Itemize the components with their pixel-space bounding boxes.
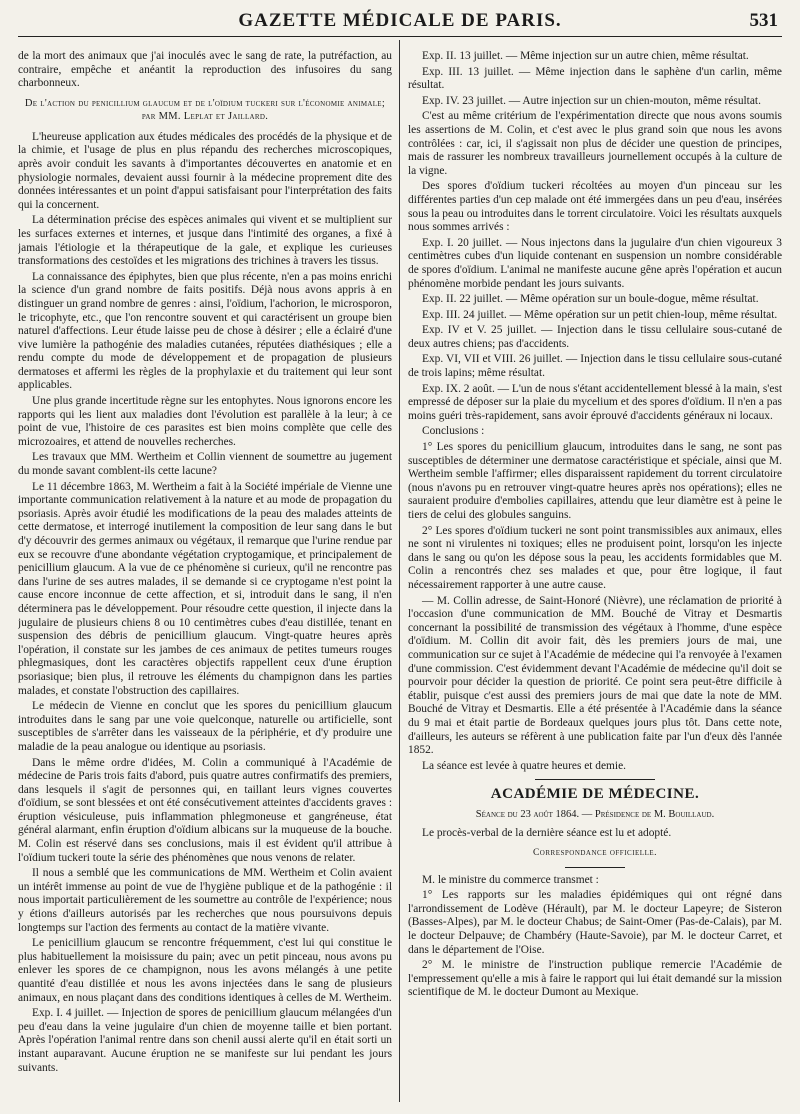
paragraph: 1° Les spores du penicillium glaucum, introduites dans le sang, ne sont pas susceptibles de déterminer une dermatose caractéristique et spéciale, ainsi que M. Wertheim semble l'affirmer; elles disparaissent rapidement du torrent circulatoire (nous n'avons pu en retrouver vingt-quatre heures après nos opérations); elles ne sauraient produire d'embolies capillaires, attendu que leur diamètre est à peine le tiers de celui des globules sanguins. [408, 441, 782, 521]
paragraph: Exp. III. 13 juillet. — Même injection dans le saphène d'un carlin, même résultat. [408, 65, 782, 92]
academy-title: ACADÉMIE DE MÉDECINE. [490, 786, 700, 803]
page-number: 531 [749, 10, 778, 31]
left-column [18, 50, 392, 1102]
right-paragraphs-a [408, 50, 782, 773]
paragraph: 2° Les spores d'oïdium tuckeri ne sont point transmissibles aux animaux, elles ne sont ni virulentes ni toxiques; elles ne produisent point, lorsqu'on les injecte dans le sang ou qu'on les dépose sous la peau, les accidents formidables que M. Colin a rencontrés chez ses malades et que, pour être logique, il faut nécessairement rapporter à une autre cause. [408, 524, 782, 591]
paragraph: Exp. III. 24 juillet. — Même opération sur un petit chien-loup, même résultat. [422, 308, 778, 321]
paragraph: 2° M. le ministre de l'instruction publique remercie l'Académie de l'empressement qu'elle a mis à faire le rapport qui lui était demandé sur la mission scientifique de M. le docteur Dumont au Mexique. [408, 959, 782, 999]
paragraph: La séance est levée à quatre heures et demie. [422, 759, 626, 772]
paragraph: Exp. II. 22 juillet. — Même opération sur un boule-dogue, même résultat. [422, 293, 759, 306]
paragraph: Dans le même ordre d'idées, M. Colin a communiqué à l'Académie de médecine de Paris trois faits d'abord, puis quatre autres confirmatifs des premiers, dans lesquels il s'agit de personnes qui, en taillant leurs vignes couvertes d'oïdium, se sont blessées et ont été consécutivement atteintes d'accidents graves : éruption vésiculeuse, puis inflammation phlegmoneuse et gangréneuse, état général alarmant, enfin éruption d'oïdium albicans sur la muqueuse de la bouche. M. Colin est réservé dans ses conclusions, mais il est évident qu'il attribue à l'oïdium tuckeri toute la série des phénomènes que nous venons de relater. [18, 756, 392, 864]
paragraph: Exp. IV et V. 25 juillet. — Injection dans le tissu cellulaire sous-cutané de deux autres chiens; pas d'accidents. [408, 324, 782, 350]
section-separator [535, 779, 655, 780]
right-paragraphs-c [408, 874, 782, 1000]
paragraph: L'heureuse application aux études médicales des procédés de la physique et de la chimie, et l'usage de plus en plus répandu des recherches microscopiques, après avoir conduit les savants à d'importantes découvertes en anatomie et en physiologie normales, devaient aussi fournir à la médecine proprement dite des données intéressantes et un point d'appui satisfaisant pour l'interprétation des faits qui la concernent. [18, 130, 392, 211]
paragraph: La détermination précise des espèces animales qui vivent et se multiplient sur les surfaces externes et internes, et jusque dans l'intimité des organes, a fixé à jamais l'étiologie et la thérapeutique de la gale, et explique les curieuses transformations des cestoïdes et les migrations des trichines à travers les tissus. [18, 214, 392, 268]
paragraph: Une plus grande incertitude règne sur les entophytes. Nous ignorons encore les rapports qui les lient aux maladies dont l'évolution est parallèle à la leur; à ce point de vue, l'histoire de ces parasites est bien moins complète que celle des microzoaires, et attend de nouvelles recherches. [18, 395, 392, 448]
right-paragraphs-b [408, 827, 782, 841]
running-header [18, 8, 782, 37]
session-line: Séance du 23 août 1864. — Présidence de M. Bouillaud. [475, 808, 715, 820]
paragraph: M. le ministre du commerce transmet : [422, 873, 599, 886]
paragraph: La connaissance des épiphytes, bien que plus récente, n'en a pas moins enrichi la science d'un grand nombre de faits positifs. Déjà nous avons appris à en distinguer un grand nombre de genres : ainsi, l'oïdium, l'achorion, le microsporon, le tricophyte, etc., que l'on rencontre souvent et qui caractérisent un groupe bien naturel d'affections. Leur étude laisse peu de chose à désirer ; elle a éclairé d'une vive lumière la pathogénie des maladies cutanées, réputées diathésiques ; elle a rendu compte du mode de développement et de propagation de plusieurs dermatoses et affermi les règles de la prophylaxie et du traitement qui leur sont applicables. [18, 270, 392, 392]
paragraph: Exp. I. 20 juillet. — Nous injectons dans la jugulaire d'un chien vigoureux 3 centimètres cubes d'un liquide contenant en suspension un nombre considérable de spores d'oïdium. L'animal ne manifeste aucune gêne après l'opération et aucun phénomène morbide pendant les jours suivants. [408, 236, 782, 290]
paragraph: — M. Collin adresse, de Saint-Honoré (Nièvre), une réclamation de priorité à l'occasion d'une communication de MM. Bouché de Vitray et Desmartis concernant la possibilité de transmission des végétaux à l'homme, d'une espèce d'oïdium. M. Collin dit avoir fait, dès les premiers jours de mai, une communication sur ce sujet à l'Académie de médecine qui l'a renvoyée à l'examen d'une commission. C'est évidemment devant l'Académie de médecine qu'il doit se pourvoir pour décider la question de priorité. Ce point sera peut-être difficile à établir, puisque c'est aussi des premiers jours de mai que date la note de MM. Bouché de Vitray et Desmartis. Elle a été présentée à l'Académie dans la séance du 9 mai et était partie de Bordeaux quelques jours plus tôt. Dans cette note, d'ailleurs, les auteurs se réfèrent à une publication faite par l'un d'eux dès l'année 1852. [408, 594, 782, 757]
paragraph: Exp. VI, VII et VIII. 26 juillet. — Injection dans le tissu cellulaire sous-cutané de trois lapins; même résultat. [408, 353, 782, 380]
paragraph: 1° Les rapports sur les maladies épidémiques qui ont régné dans l'arrondissement de Lodève (Hérault), par M. le docteur Lapeyre; de Sisteron (Basses-Alpes), par M. le docteur Chabus; de Saint-Omer (Pas-de-Calais), par M. le docteur Delpauve; de Chambéry (Haute-Savoie), par M. le docteur Carret, et dans le département de l'Oise. [408, 889, 782, 956]
journal-title: GAZETTE MÉDICALE DE PARIS. [238, 10, 562, 31]
left-paragraphs [18, 131, 392, 1075]
paragraph: Exp. I. 4 juillet. — Injection de spores de penicillium glaucum mélangées d'un peu d'eau dans la veine jugulaire d'un chien de moyenne taille et bien portant. Après l'opération l'animal rentre dans son chenil aussi alerte qu'il en était sorti un instant auparavant. Aucune éruption ne se manifeste sur lui pendant les jours suivants. [18, 1007, 392, 1074]
paragraph: Des spores d'oïdium tuckeri récoltées au moyen d'un pinceau sur les différentes parties d'un cep malade ont été immergées dans un peu d'eau, insérées sous la peau ou introduites dans le torrent circulatoire. Voici les résultats auxquels nous sommes arrivés : [408, 180, 782, 234]
paragraph: Exp. II. 13 juillet. — Même injection sur un autre chien, même résultat. [422, 50, 749, 62]
paragraph: Le penicillium glaucum se rencontre fréquemment, c'est lui qui constitue le plus habituellement la moisissure du pain; avec un petit pinceau, nous avons pu enlever les spores de ce champignon, nous les avons mélangés à une petite quantité d'eau distillée et nous les avons injectées dans le sang de plusieurs animaux, en nous plaçant dans des conditions identiques à celles de M. Wertheim. [18, 937, 392, 1004]
continuation-paragraph: de la mort des animaux que j'ai inoculés avec le sang de rate, la putréfaction, au contraire, empêche et anéantit la reproduction des infusoires du sang charbonneux. [18, 50, 392, 90]
heading-rule [565, 867, 625, 868]
paragraph: Le 11 décembre 1863, M. Wertheim a fait à la Société impériale de Vienne une importante communication relativement à la nature et au mode de propagation du psoriasis. Après avoir étudié les modifications de la peau des malades atteints de cette dermatose, et interrogé inutilement la composition de leur sang dans le but d'y découvrir des germes animaux ou végétaux, il remarque que l'urine rendue par eux se recouvre d'une abondante végétation cryptogamique, et principalement de penicillium glaucum. A la vue de ce phénomène si curieux, qu'il ne rencontre pas dans l'urine de ses autres malades, il se demande si ce cryptogame n'est point la cause encore inconnue de cette affection, et si, introduit dans le sang, il n'en déterminera pas le développement. Pour résoudre cette question, il injecte dans la jugulaire de plusieurs chiens 8 ou 10 centimètres cubes d'eau distillée, tenant en suspension des débris de penicillium glaucum. Vingt-quatre heures après l'opération, il constate sur les jambes de ces animaux de petites tumeurs rouges phlegmasiques, dont les caractères objectifs rappellent ceux d'une éruption psoriasique; bien plus, il retrouve les éléments du champignon dans les parties malades, et constate l'obstruction des capillaires. [18, 480, 392, 697]
paragraph: Exp. IV. 23 juillet. — Autre injection sur un chien-mouton, même résultat. [422, 94, 761, 107]
correspondence-heading: Correspondance officielle. [532, 848, 658, 859]
paragraph: Exp. IX. 2 août. — L'un de nous s'étant accidentellement blessé à la main, s'est empressé de déposer sur la plaie du mycelium et des spores d'oïdium. Il n'en a pas moins guéri très-rapidement, sans avoir éprouvé d'accidents généraux ni locaux. [408, 382, 782, 422]
right-column [408, 50, 782, 1102]
paragraph: Il nous a semblé que les communications de MM. Wertheim et Colin avaient un intérêt immense au point de vue de l'hygiène publique et de la pathogénie : il nous importait particulièrement de les soumettre au contrôle de l'expérience; nous y étions d'ailleurs autorisés par les recherches que nous poursuivons depuis longtemps sur l'action des ferments au contact de la matière vivante. [18, 867, 392, 934]
paragraph: Les travaux que MM. Wertheim et Collin viennent de soumettre au jugement du monde savant comblent-ils cette lacune? [18, 451, 392, 478]
paragraph: Conclusions : [422, 425, 485, 438]
paragraph: Le procès-verbal de la dernière séance est lu et adopté. [422, 827, 672, 840]
column-divider [399, 40, 400, 1102]
paragraph: C'est au même critérium de l'expérimentation directe que nous avons soumis les assertions de M. Colin, et c'est avec le plus grand soin que nous les avons contrôlées : car, ici, il s'agissait non plus de décider une question de principes, mais de rassurer les nombreux travailleurs journellement occupés à la culture de la vigne. [408, 110, 782, 177]
paragraph: Le médecin de Vienne en conclut que les spores du penicillium glaucum introduites dans le sang par une voie quelconque, naturelle ou artificielle, sont susceptibles de s'arrêter dans les vaisseaux de la périphérie, et d'y produire une maladie de la peau analogue ou identique au psoriasis. [18, 700, 392, 753]
article-heading: De l'action du penicillium glaucum et de l'oïdium tuckeri sur l'économie animale; par MM. Leplat et Jaillard. [24, 97, 386, 122]
